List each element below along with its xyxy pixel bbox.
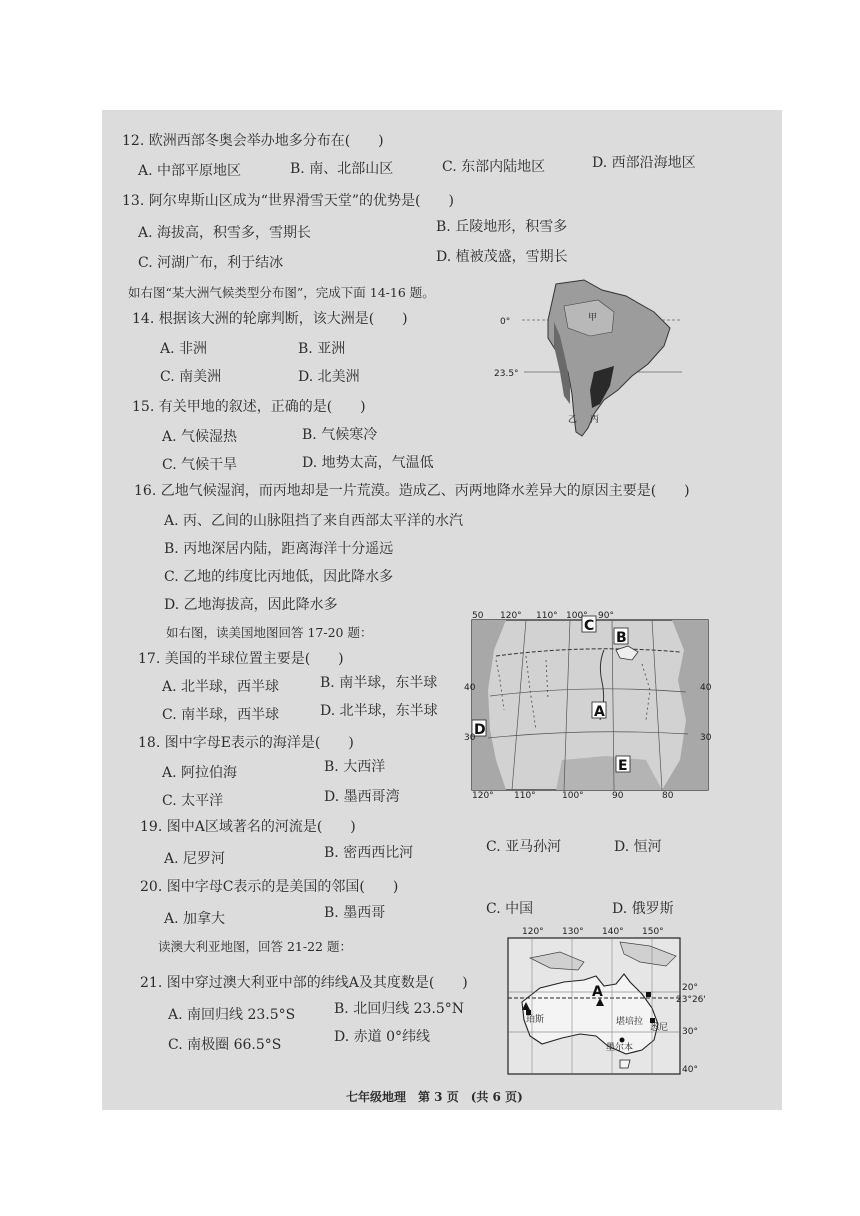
question-18-option-b: B. 大西洋 <box>324 759 386 775</box>
question-21-option-d: D. 赤道 0°纬线 <box>334 1029 430 1045</box>
au-top-tick-3: 140° <box>602 927 624 937</box>
question-15-option-d: D. 地势太高，气温低 <box>302 455 434 471</box>
question-20-option-a: A. 加拿大 <box>164 911 226 927</box>
question-17-option-d: D. 北半球，东半球 <box>320 703 438 719</box>
question-21-option-b: B. 北回归线 23.5°N <box>334 1001 465 1017</box>
question-19-option-c: C. 亚马孙河 <box>486 839 562 855</box>
us-top-tick-1: 50 <box>472 611 484 621</box>
question-19-option-b: B. 密西西比河 <box>324 845 414 861</box>
south-america-climate-map <box>494 276 682 446</box>
australia-map <box>500 922 706 1078</box>
question-19-option-a: A. 尼罗河 <box>164 851 226 867</box>
intro-14-16: 如右图“某大洲气候类型分布图”，完成下面 14-16 题。 <box>128 285 435 300</box>
question-18-stem: 18. 图中字母E表示的海洋是( ) <box>138 735 354 751</box>
question-14-stem: 14. 根据该大洲的轮廓判断，该大洲是( ) <box>132 311 408 327</box>
sydney-label: 悉尼 <box>650 1023 669 1033</box>
intro-17-20: 如右图，读美国地图回答 17-20 题： <box>166 625 373 640</box>
question-16-option-c: C. 乙地的纬度比丙地低，因此降水多 <box>164 569 394 585</box>
question-18-option-c: C. 太平洋 <box>162 793 224 809</box>
us-top-tick-3: 110° <box>536 611 558 621</box>
latitude-23-5-label: 23.5° <box>494 369 519 379</box>
australia-map-graphic <box>500 922 706 1078</box>
au-top-tick-4: 150° <box>642 927 664 937</box>
question-17-option-a: A. 北半球，西半球 <box>162 679 280 695</box>
question-20-option-c: C. 中国 <box>486 901 534 917</box>
question-13-option-b: B. 丘陵地形，积雪多 <box>436 219 568 235</box>
us-map-label-a: A <box>594 704 605 720</box>
question-16-option-a: A. 丙、乙间的山脉阻挡了来自西部太平洋的水汽 <box>164 513 464 529</box>
page-footer: 七年级地理 第 3 页 (共 6 页) <box>346 1090 523 1104</box>
us-map-label-c: C <box>584 618 595 634</box>
question-14-option-a: A. 非洲 <box>160 341 208 357</box>
question-20-option-b: B. 墨西哥 <box>324 905 386 921</box>
usa-map-graphic <box>464 610 714 801</box>
question-13-option-c: C. 河湖广布，利于结冰 <box>138 255 284 271</box>
question-17-option-c: C. 南半球，西半球 <box>162 707 280 723</box>
question-15-stem: 15. 有关甲地的叙述，正确的是( ) <box>132 399 366 415</box>
jia-label: 甲 <box>588 313 598 323</box>
exam-page <box>102 110 782 1110</box>
us-top-tick-4: 100° <box>566 611 588 621</box>
question-16-option-d: D. 乙地海拔高，因此降水多 <box>164 597 338 613</box>
us-top-tick-2: 120° <box>500 611 522 621</box>
intro-21-22: 读澳大利亚地图，回答 21-22 题： <box>158 939 352 954</box>
us-left-tick-1: 40 <box>464 683 476 693</box>
us-left-tick-2: 30 <box>464 733 476 743</box>
question-18-option-d: D. 墨西哥湾 <box>324 789 400 805</box>
question-12-option-a: A. 中部平原地区 <box>138 163 242 179</box>
us-map-label-d: D <box>474 722 486 738</box>
question-21-option-a: A. 南回归线 23.5°S <box>168 1007 296 1023</box>
question-21-option-c: C. 南极圈 66.5°S <box>168 1037 282 1053</box>
question-15-option-a: A. 气候湿热 <box>162 429 238 445</box>
question-17-option-b: B. 南半球，东半球 <box>320 675 438 691</box>
question-18-option-a: A. 阿拉伯海 <box>162 765 238 781</box>
question-16-stem: 16. 乙地气候湿润，而丙地却是一片荒漠。造成乙、丙两地降水差异大的原因主要是( ) <box>134 483 690 499</box>
us-map-label-e: E <box>618 758 628 774</box>
question-14-option-d: D. 北美洲 <box>298 369 360 385</box>
au-right-tick-4: 40° <box>682 1065 698 1075</box>
question-21-stem: 21. 图中穿过澳大利亚中部的纬线A及其度数是( ) <box>140 975 468 991</box>
question-19-option-d: D. 恒河 <box>614 839 662 855</box>
yi-label: 乙 <box>568 415 578 425</box>
us-right-tick-1: 40 <box>700 683 712 693</box>
au-right-tick-3: 30° <box>682 1027 698 1037</box>
question-20-stem: 20. 图中字母C表示的是美国的邻国( ) <box>140 879 399 895</box>
question-15-option-c: C. 气候干旱 <box>162 457 238 473</box>
melbourne-label: 墨尔本 <box>606 1043 634 1053</box>
question-13-stem: 13. 阿尔卑斯山区成为“世界滑雪天堂”的优势是( ) <box>122 193 454 209</box>
question-17-stem: 17. 美国的半球位置主要是( ) <box>138 651 344 667</box>
question-16-option-b: B. 丙地深居内陆，距离海洋十分遥远 <box>164 541 394 557</box>
question-19-stem: 19. 图中A区域著名的河流是( ) <box>140 819 356 835</box>
au-top-tick-1: 120° <box>522 927 544 937</box>
us-top-tick-5: 90° <box>598 611 614 621</box>
us-bottom-tick-2: 110° <box>514 791 536 801</box>
question-14-option-c: C. 南美洲 <box>160 369 222 385</box>
usa-map <box>464 610 714 801</box>
us-map-label-b: B <box>616 630 627 646</box>
question-12-option-b: B. 南、北部山区 <box>290 161 394 177</box>
question-13-option-d: D. 植被茂盛，雪期长 <box>436 249 568 265</box>
question-15-option-b: B. 气候寒冷 <box>302 427 378 443</box>
question-13-option-a: A. 海拔高，积雪多，雪期长 <box>138 225 312 241</box>
question-14-option-b: B. 亚洲 <box>298 341 346 357</box>
bing-label: 丙 <box>590 415 600 425</box>
us-bottom-tick-4: 90 <box>612 791 624 801</box>
us-bottom-tick-5: 80 <box>662 791 674 801</box>
question-12-option-d: D. 西部沿海地区 <box>592 155 696 171</box>
au-right-tick-2: 23°26' <box>676 995 706 1005</box>
us-bottom-tick-1: 120° <box>472 791 494 801</box>
question-20-option-d: D. 俄罗斯 <box>612 901 674 917</box>
us-right-tick-2: 30 <box>700 733 712 743</box>
perth-label: 珀斯 <box>526 1015 545 1025</box>
south-america-map-graphic <box>494 276 682 446</box>
canberra-label: 堪培拉 <box>616 1017 644 1027</box>
au-right-tick-1: 20° <box>682 983 698 993</box>
au-top-tick-2: 130° <box>562 927 584 937</box>
us-bottom-tick-3: 100° <box>562 791 584 801</box>
question-12-option-c: C. 东部内陆地区 <box>442 159 546 175</box>
latitude-line-a-label: A <box>592 984 603 1000</box>
question-12-stem: 12. 欧洲西部冬奥会举办地多分布在( ) <box>122 133 384 149</box>
latitude-0-label: 0° <box>500 317 511 327</box>
